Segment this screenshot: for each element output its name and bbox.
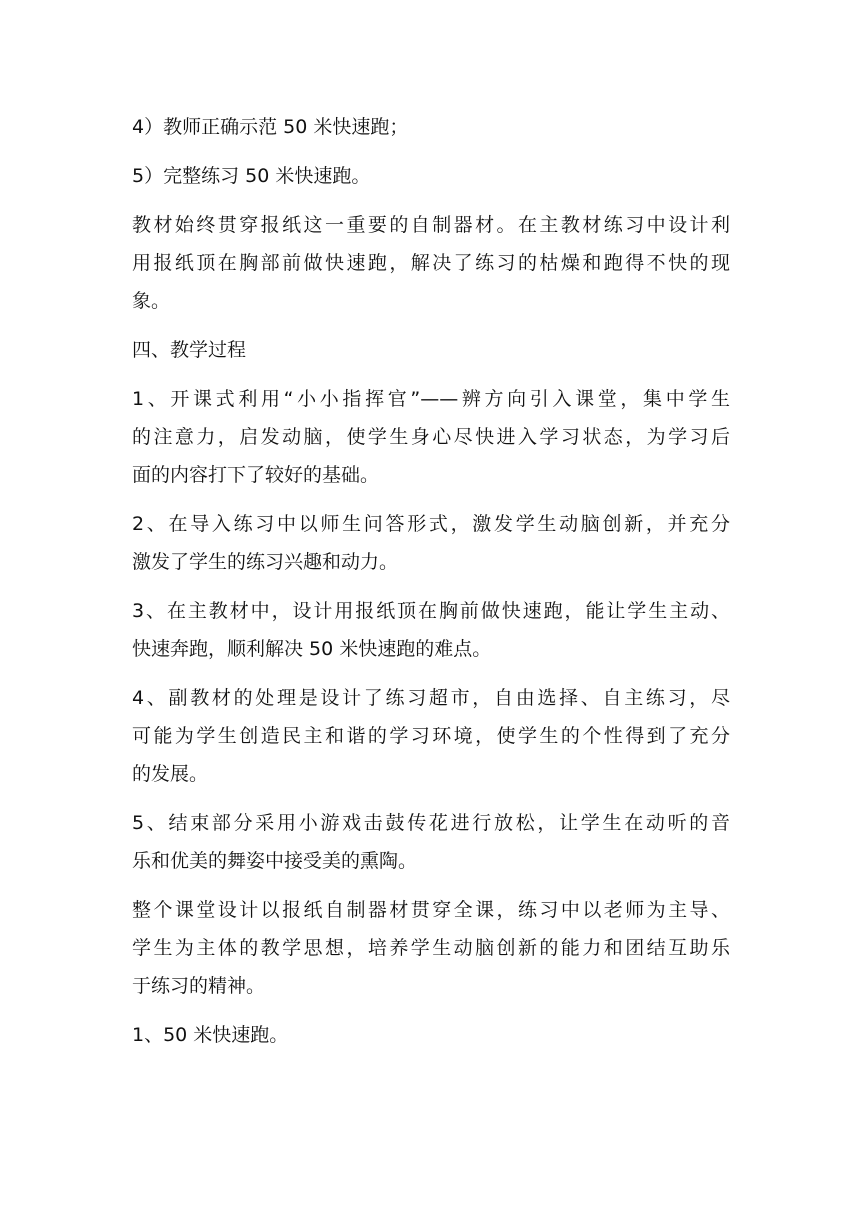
paragraph-line: 1、50 米快速跑。 [132,1024,289,1046]
paragraph-line: 的注意力，启发动脑，使学生身心尽快进入学习状态，为学习后 [132,426,730,448]
paragraph-line: 象。 [132,290,171,312]
paragraph-line: 面的内容打下了较好的基础。 [132,464,380,486]
paragraph-process-2 [132,505,730,581]
section-heading-teaching-process [132,331,730,369]
paragraph-line: 可能为学生创造民主和谐的学习环境，使学生的个性得到了充分 [132,725,730,747]
paragraph-process-5 [132,804,730,880]
paragraph-line: 4、副教材的处理是设计了练习超市，自由选择、自主练习，尽 [132,687,730,709]
paragraph-item-50m-sprint [132,1016,730,1054]
paragraph-line: 乐和优美的舞姿中接受美的熏陶。 [132,850,418,872]
paragraph-line: 2、在导入练习中以师生问答形式，激发学生动脑创新，并充分 [132,513,730,535]
paragraph-line: 激发了学生的练习兴趣和动力。 [132,551,399,573]
paragraph-line: 5）完整练习 50 米快速跑。 [132,165,371,187]
paragraph-line: 用报纸顶在胸部前做快速跑，解决了练习的枯燥和跑得不快的现 [132,252,730,274]
paragraph-line: 1、开课式利用“小小指挥官”——辨方向引入课堂，集中学生 [132,388,730,410]
paragraph-materials [132,206,730,320]
paragraph-summary [132,891,730,1005]
paragraph-line: 4）教师正确示范 50 米快速跑； [132,116,409,138]
paragraph-line: 快速奔跑，顺利解决 50 米快速跑的难点。 [132,638,492,660]
paragraph-process-1 [132,380,730,494]
paragraph-process-3 [132,592,730,668]
paragraph-line: 的发展。 [132,763,209,785]
paragraph-line: 整个课堂设计以报纸自制器材贯穿全课，练习中以老师为主导、 [132,899,730,921]
paragraph-line: 5、结束部分采用小游戏击鼓传花进行放松，让学生在动听的音 [132,812,730,834]
paragraph-line: 于练习的精神。 [132,975,266,997]
paragraph-line: 3、在主教材中，设计用报纸顶在胸前做快速跑，能让学生主动、 [132,600,730,622]
paragraph-line: 教材始终贯穿报纸这一重要的自制器材。在主教材练习中设计利 [132,214,730,236]
paragraph-line: 学生为主体的教学思想，培养学生动脑创新的能力和团结互助乐 [132,937,730,959]
paragraph-step-4 [132,108,730,146]
paragraph-step-5 [132,157,730,195]
paragraph-process-4 [132,679,730,793]
section-heading: 四、教学过程 [132,339,247,361]
document-body [132,108,730,1065]
